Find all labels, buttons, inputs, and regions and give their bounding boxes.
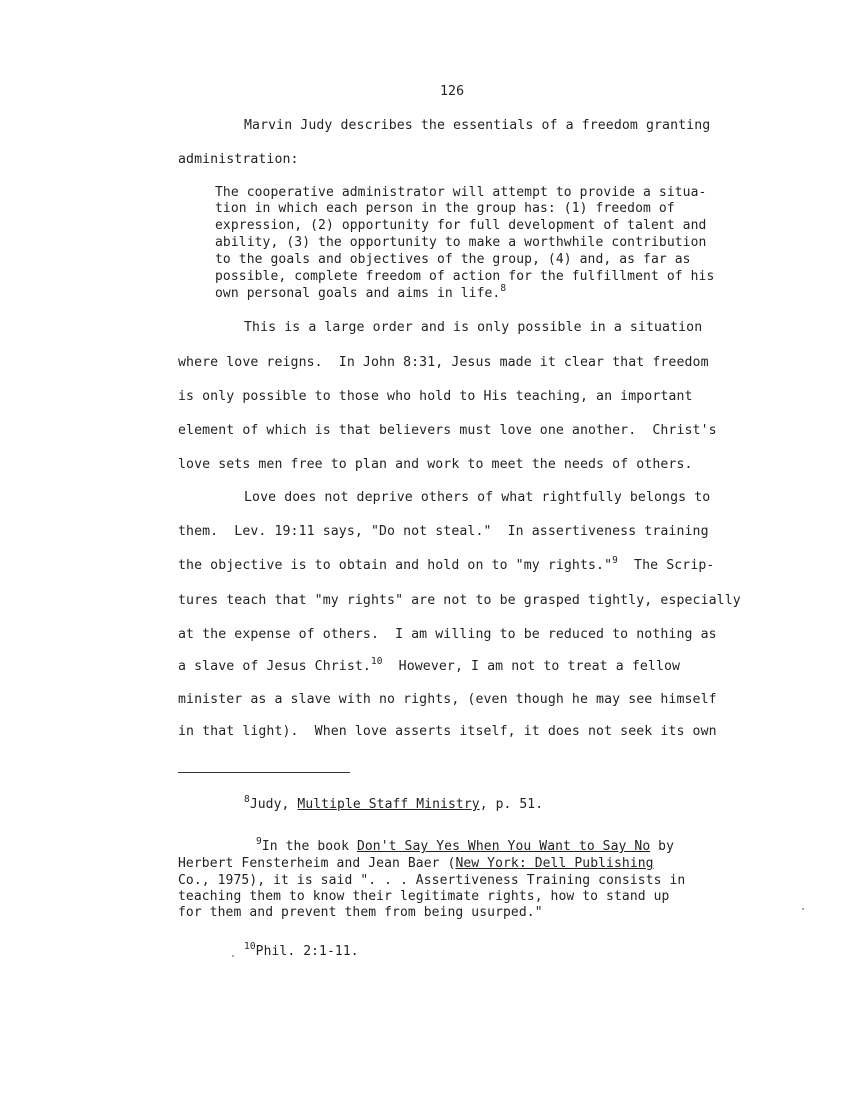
text-span: However, I am not to treat a fellow xyxy=(382,659,681,674)
footnote-text: by xyxy=(650,839,675,854)
footnote-8 xyxy=(244,794,544,813)
quote-line: possible, complete freedom of action for the fulfillment of his xyxy=(215,269,715,284)
book-title: Don't Say Yes When You Want to Say No xyxy=(356,839,651,854)
quote-line xyxy=(215,283,507,302)
text-span: a slave of Jesus Christ. xyxy=(178,659,371,674)
footnote-ref-9: 9 xyxy=(612,555,618,566)
text-line: love sets men free to plan and work to meet the needs of others. xyxy=(178,457,693,472)
quote-text: own personal goals and aims in life. xyxy=(215,286,501,301)
book-title: Multiple Staff Ministry xyxy=(297,797,480,812)
text-span: The Scrip- xyxy=(617,558,715,573)
text-line: at the expense of others. I am willing to be reduced to nothing as xyxy=(178,627,717,642)
scan-speck xyxy=(232,955,234,957)
publisher: New York: Dell Publishing xyxy=(455,856,654,871)
text-line: administration: xyxy=(178,152,299,167)
quote-line: The cooperative administrator will attempt to provide a situa- xyxy=(215,185,707,200)
footnote-9-line: Co., 1975), it is said ". . . Assertiveness Training consists in xyxy=(178,873,686,888)
text-line: tures teach that "my rights" are not to be grasped tightly, especially xyxy=(178,593,741,608)
text-line: in that light). When love asserts itself, it does not seek its own xyxy=(178,724,717,739)
quote-line: ability, (3) the opportunity to make a worthwhile contribution xyxy=(215,235,707,250)
scan-speck xyxy=(802,908,804,910)
footnote-9-line: teaching them to know their legitimate rights, how to stand up xyxy=(178,889,670,904)
footnote-marker: 10 xyxy=(244,941,256,952)
footnote-ref-8: 8 xyxy=(500,283,507,294)
text-line: minister as a slave with no rights, (even though he may see himself xyxy=(178,692,717,707)
footnote-9-line xyxy=(256,836,675,855)
text-line: Love does not deprive others of what rightfully belongs to xyxy=(244,490,711,505)
text-line: is only possible to those who hold to His teaching, an important xyxy=(178,389,693,404)
text-line: This is a large order and is only possible in a situation xyxy=(244,320,703,335)
quote-line: expression, (2) opportunity for full development of talent and xyxy=(215,218,707,233)
footnote-text: Phil. 2:1-11. xyxy=(255,944,359,959)
footnote-text: In the book xyxy=(261,839,357,854)
text-line: them. Lev. 19:11 says, "Do not steal." In assertiveness training xyxy=(178,524,709,539)
footnote-10 xyxy=(244,941,359,960)
footnote-9-line: for them and prevent them from being usurped." xyxy=(178,905,543,920)
text-line: element of which is that believers must love one another. Christ's xyxy=(178,423,717,438)
footnote-text: Herbert Fensterheim and Jean Baer ( xyxy=(178,856,456,871)
text-line: Marvin Judy describes the essentials of a freedom granting xyxy=(244,118,711,133)
text-line xyxy=(178,656,681,676)
footnote-marker: 8 xyxy=(244,794,250,805)
footnote-divider xyxy=(178,772,350,773)
footnote-text: , p. 51. xyxy=(479,797,544,812)
quote-line: to the goals and objectives of the group, (4) and, as far as xyxy=(215,252,691,267)
text-line xyxy=(178,555,715,575)
footnote-ref-10: 10 xyxy=(370,656,383,667)
quote-line: tion in which each person in the group has: (1) freedom of xyxy=(215,201,675,216)
text-line: where love reigns. In John 8:31, Jesus made it clear that freedom xyxy=(178,355,709,370)
footnote-text: Judy, xyxy=(249,797,298,812)
footnote-marker: 9 xyxy=(256,836,262,847)
page-number: 126 xyxy=(440,84,465,99)
footnote-9-line xyxy=(178,856,654,871)
text-span: the objective is to obtain and hold on to "my rights." xyxy=(178,558,613,573)
